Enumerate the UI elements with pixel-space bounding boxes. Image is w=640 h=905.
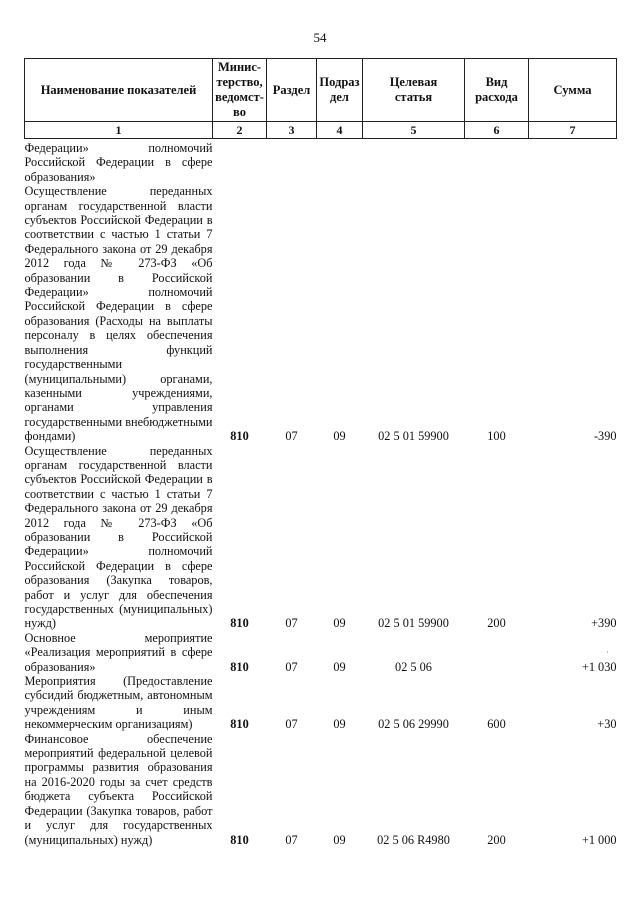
row-section: 07 [285,616,298,631]
row-name: Осуществление переданных органам государственной власти субъектов Российской Федерации в соответствии с частью 1 статьи 7 Федерального закона от 29 декабря 2012 года № 273-ФЗ «Об образовании в Российской Федерации» полномочий Российской Федерации в сфере образования (Закупка товаров, работ и услуг для обеспечения государственных (муниципальных) нужд) [24,443,213,631]
row-sum: +1 030 [581,659,617,674]
header-ministry: Минис- терство, ведомст- во [213,59,267,122]
table-row [25,631,617,674]
row-ministry: 810 [230,616,249,631]
row-sum: +1 000 [581,832,617,847]
row-exp-type [465,631,529,674]
row-ministry: 810 [230,659,249,674]
row-section: 07 [285,429,298,444]
page-number: 54 [313,30,327,45]
row-exp-type [465,139,529,185]
column-number: 1 [25,122,213,139]
header-name: Наименование показателей [25,59,213,122]
row-section: 07 [285,659,298,674]
row-sum: +390 [591,616,617,631]
table-row [25,674,617,732]
row-subsection: 09 [333,429,346,444]
row-target: 02 5 06 29990 [378,717,449,732]
header-subsection: Подраз дел [317,59,363,122]
row-name: Финансовое обеспечение мероприятий федеральной целевой программы развития образования на 2016-2020 годы за счет средств бюджета субъекта Российской Федерации (Закупка товаров, работ и услуг для государственных (муниципальных) нужд) [24,731,213,847]
row-ministry: 810 [230,429,249,444]
row-sum: +30 [597,717,617,732]
table-row [25,732,617,847]
row-ministry [213,139,267,185]
row-section [267,139,317,185]
row-exp-type: 200 [487,616,506,631]
row-target [363,139,465,185]
row-subsection [317,139,363,185]
row-subsection: 09 [333,832,346,847]
row-subsection: 09 [333,616,346,631]
row-section: 07 [285,717,298,732]
row-target: 02 5 06 [395,659,432,674]
header-section: Раздел [267,59,317,122]
row-name: Осуществление переданных органам государственной власти субъектов Российской Федерации в соответствии с частью 1 статьи 7 Федерального закона от 29 декабря 2012 года № 273-ФЗ «Об образовании в Российской Федерации» полномочий Российской Федерации в сфере образования (Расходы на выплаты персоналу в целях обеспечения выполнения функций государственными (муниципальными) органами, казенными учреждениями, органами управления государственными внебюджетными фондами) [24,184,213,444]
header-sum: Сумма [529,59,617,122]
row-exp-type: 600 [487,717,506,732]
row-subsection: 09 [333,717,346,732]
budget-table [24,58,617,847]
row-exp-type: 100 [487,429,506,444]
header-exp-type: Вид расхода [465,59,529,122]
table-row [25,139,617,185]
table-header-row [25,59,617,122]
row-name: Мероприятия (Предоставление субсидий бюджетным, автономным учреждениям и иным некоммерческим организациям) [24,674,213,732]
row-exp-type: 200 [487,832,506,847]
column-number: 5 [363,122,465,139]
column-number-row [25,122,617,139]
table-row [25,184,617,443]
column-number: 3 [267,122,317,139]
column-number: 4 [317,122,363,139]
table-row [25,444,617,631]
row-ministry: 810 [230,717,249,732]
row-target: 02 5 01 59900 [378,616,449,631]
row-ministry: 810 [230,832,249,847]
column-number: 6 [465,122,529,139]
row-name: Основное мероприятие «Реализация мероприятий в сфере образования» [24,630,213,674]
row-sum: -390 [593,429,617,444]
stray-mark: · [606,648,609,657]
row-name: Федерации» полномочий Российской Федерации в сфере образования» [24,141,213,184]
row-target: 02 5 01 59900 [378,429,449,444]
row-target: 02 5 06 R4980 [377,832,450,847]
row-section: 07 [285,832,298,847]
column-number: 2 [213,122,267,139]
row-sum [529,139,617,185]
row-subsection: 09 [333,659,346,674]
column-number: 7 [529,122,617,139]
header-target: Целевая статья [363,59,465,122]
